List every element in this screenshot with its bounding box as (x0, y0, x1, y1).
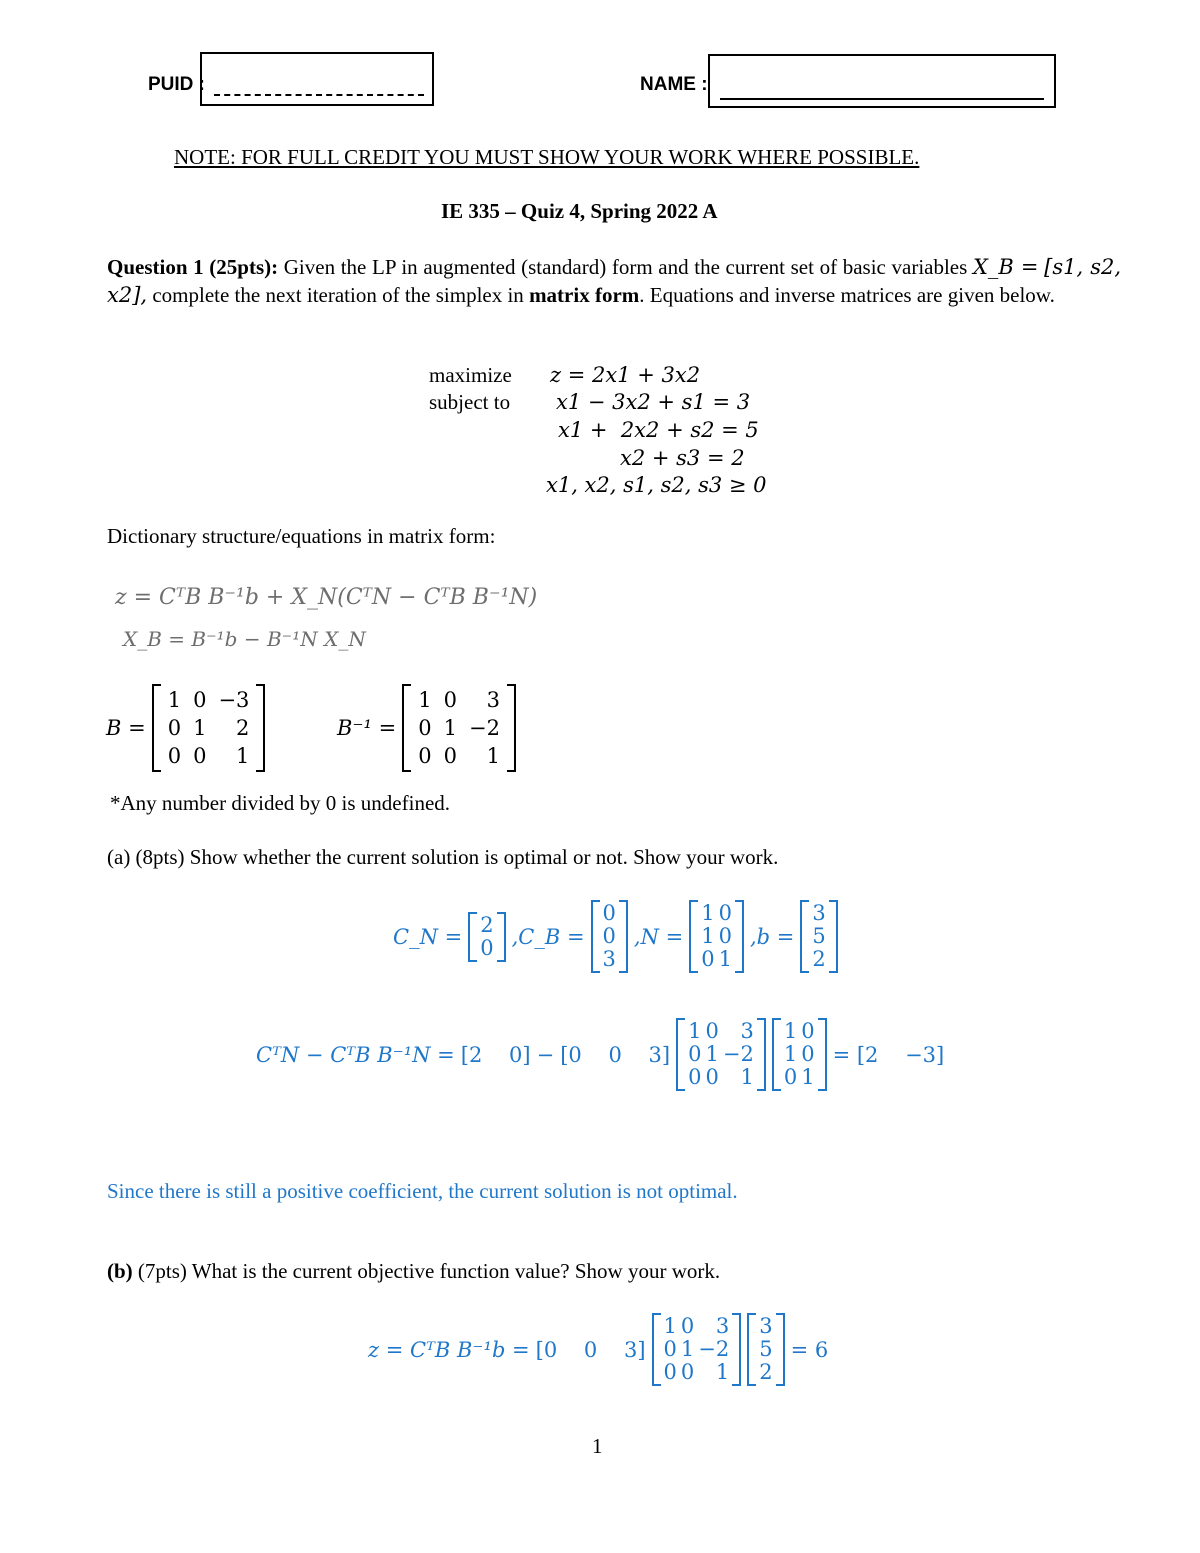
matrix-cell: 3 (715, 1314, 730, 1338)
matrix-cell: 1 (193, 716, 207, 740)
row-vector-CN: [2 0] (460, 1042, 531, 1067)
matrix-cell: 1 (740, 1065, 754, 1089)
matrix-cell: 0 (418, 716, 432, 740)
matrix-cell: 1 (236, 744, 250, 768)
matrix-cell: 0 (663, 1337, 677, 1361)
matrix-cell: 0 (688, 1042, 702, 1066)
matrix-cell: −2 (722, 1042, 754, 1066)
puid-label: PUID : (148, 74, 205, 95)
matrix-cell: 0 (705, 1065, 719, 1089)
matrix-cell: 1 (443, 716, 457, 740)
matrix-Binv-block (337, 684, 522, 772)
cb-label: ,C_B = (511, 924, 585, 949)
dictionary-heading: Dictionary structure/equations in matrix form: (107, 524, 496, 548)
matrix-cell: 0 (193, 688, 207, 712)
matrix-cell: 0 (602, 901, 616, 925)
lp-subject-to-label: subject to (429, 390, 511, 414)
matrix-cell: 1 (486, 744, 500, 768)
footnote: *Any number divided by 0 is undefined. (110, 791, 451, 815)
question-1-text (107, 253, 1121, 309)
matrix-cell: 5 (759, 1337, 773, 1361)
matrix-cell: 1 (680, 1337, 695, 1361)
matrix-cell: 0 (783, 1065, 798, 1089)
matrix-cell: 2 (236, 716, 250, 740)
row-vector-CB: [0 0 3] (560, 1042, 671, 1067)
part-a-conclusion: Since there is still a positive coefficient, the current solution is not optimal. (107, 1179, 738, 1203)
matrix-cell: 2 (480, 912, 494, 937)
matrix-cell: 3 (486, 688, 500, 712)
matrix-cell: 1 (663, 1314, 677, 1338)
page-title: IE 335 – Quiz 4, Spring 2022 A (441, 199, 718, 223)
matrix-cell: 1 (715, 1360, 730, 1384)
matrix-cell: 0 (443, 688, 457, 712)
dictionary-eq-xb: X_B = B⁻¹b − B⁻¹N X_N (123, 627, 366, 651)
objective-result: = 6 (790, 1337, 829, 1362)
matrix-cell: 1 (701, 924, 715, 948)
matrix-cell: −3 (218, 688, 250, 712)
lp-constraint-3: x2 + s3 = 2 (620, 446, 745, 470)
matrix-B-block (106, 684, 271, 772)
matrix-Binv-a (676, 1018, 766, 1091)
puid-field[interactable] (200, 52, 434, 106)
matrix-cell: 0 (167, 716, 182, 740)
note-text: NOTE: FOR FULL CREDIT YOU MUST SHOW YOUR WORK WHERE POSSIBLE. (174, 145, 920, 169)
vector-CB (591, 900, 628, 973)
matrix-cell: −2 (468, 716, 500, 740)
matrix-cell: 0 (680, 1314, 695, 1338)
lp-constraint-1: x1 − 3x2 + s1 = 3 (556, 390, 751, 414)
part-a-definitions (393, 900, 844, 973)
matrix-B-label: B = (106, 716, 146, 740)
matrix-cell: 1 (705, 1042, 719, 1066)
row-vector-CB-b: [0 0 3] (535, 1337, 646, 1362)
matrix-cell: 0 (418, 744, 432, 768)
matrix-cell: 1 (801, 1065, 815, 1089)
page-number: 1 (592, 1434, 603, 1458)
matrix-cell: 0 (718, 924, 732, 948)
vector-b-b (747, 1313, 784, 1386)
matrix-cell: 0 (701, 947, 715, 971)
lp-nonnegativity: x1, x2, s1, s2, s3 ≥ 0 (546, 473, 767, 497)
matrix-cell: 5 (812, 924, 826, 948)
n-label: ,N = (633, 924, 684, 949)
basis-rhs: [s1, s2, x2], (107, 255, 1122, 307)
matrix-cell: 0 (480, 935, 494, 960)
reduced-cost-equation (256, 1018, 950, 1091)
matrix-cell: 1 (688, 1019, 702, 1043)
matrix-cell: 0 (443, 744, 457, 768)
matrix-cell: 3 (740, 1019, 754, 1043)
matrix-Binv-label: B⁻¹ = (337, 716, 397, 740)
matrix-cell: 1 (783, 1042, 798, 1066)
lp-maximize-label: maximize (429, 363, 512, 387)
matrix-Binv-b (652, 1313, 742, 1386)
objective-lhs: z = CᵀB B⁻¹b = (368, 1337, 530, 1362)
matrix-cell: 1 (783, 1019, 798, 1043)
part-a-prompt: (a) (8pts) Show whether the current solution is optimal or not. Show your work. (107, 845, 779, 869)
name-label: NAME : (640, 74, 708, 95)
matrix-Binv (402, 684, 516, 772)
question-1-text-c: . Equations and inverse matrices are given below. (639, 283, 1055, 307)
objective-value-equation (368, 1313, 834, 1386)
matrix-cell: 2 (812, 947, 826, 971)
cn-label: C_N = (393, 924, 463, 949)
b-label: ,b = (750, 924, 795, 949)
matrix-N-a (772, 1018, 827, 1091)
matrix-B (152, 684, 266, 772)
matrix-cell: 1 (418, 688, 432, 712)
reduced-cost-result: = [2 −3] (832, 1042, 945, 1067)
matrix-cell: −2 (698, 1337, 730, 1361)
part-b-prompt (107, 1259, 720, 1284)
matrix-cell: 0 (718, 901, 732, 925)
basis-lhs: X_B = (972, 255, 1039, 279)
matrix-cell: 0 (705, 1019, 719, 1043)
question-1-intro: Given the LP in augmented (standard) form and the current set of basic variables (278, 255, 973, 279)
dictionary-eq-z: z = CᵀB B⁻¹b + X_N(CᵀN − CᵀB B⁻¹N) (115, 585, 538, 610)
matrix-cell: 2 (759, 1360, 773, 1384)
minus-sign: − (536, 1042, 555, 1067)
name-field[interactable] (708, 54, 1056, 108)
matrix-cell: 1 (701, 901, 715, 925)
part-b-label: (b) (107, 1259, 133, 1283)
matrix-cell: 1 (167, 688, 182, 712)
matrix-cell: 0 (167, 744, 182, 768)
matrix-cell: 3 (602, 947, 616, 971)
part-b-text: (7pts) What is the current objective function value? Show your work. (132, 1259, 721, 1283)
reduced-cost-lhs: CᵀN − CᵀB B⁻¹N = (256, 1042, 455, 1067)
matrix-cell: 3 (812, 901, 826, 925)
lp-objective: z = 2x1 + 3x2 (550, 363, 701, 387)
matrix-cell: 0 (663, 1360, 677, 1384)
matrix-cell: 0 (680, 1360, 695, 1384)
matrix-cell: 0 (602, 924, 616, 948)
lp-constraint-2: x1 + 2x2 + s2 = 5 (558, 418, 759, 442)
vector-b (800, 900, 837, 973)
question-1-text-b: complete the next iteration of the simplex in (152, 283, 530, 307)
matrix-cell: 0 (801, 1019, 815, 1043)
question-1-label: Question 1 (25pts): (107, 255, 279, 279)
matrix-form-emph: matrix form (529, 283, 640, 307)
matrix-N (689, 900, 744, 973)
matrix-cell: 0 (193, 744, 207, 768)
matrix-cell: 3 (759, 1314, 773, 1338)
matrix-cell: 1 (718, 947, 732, 971)
vector-CN (468, 912, 505, 962)
matrix-cell: 0 (688, 1065, 702, 1089)
matrix-cell: 0 (801, 1042, 815, 1066)
